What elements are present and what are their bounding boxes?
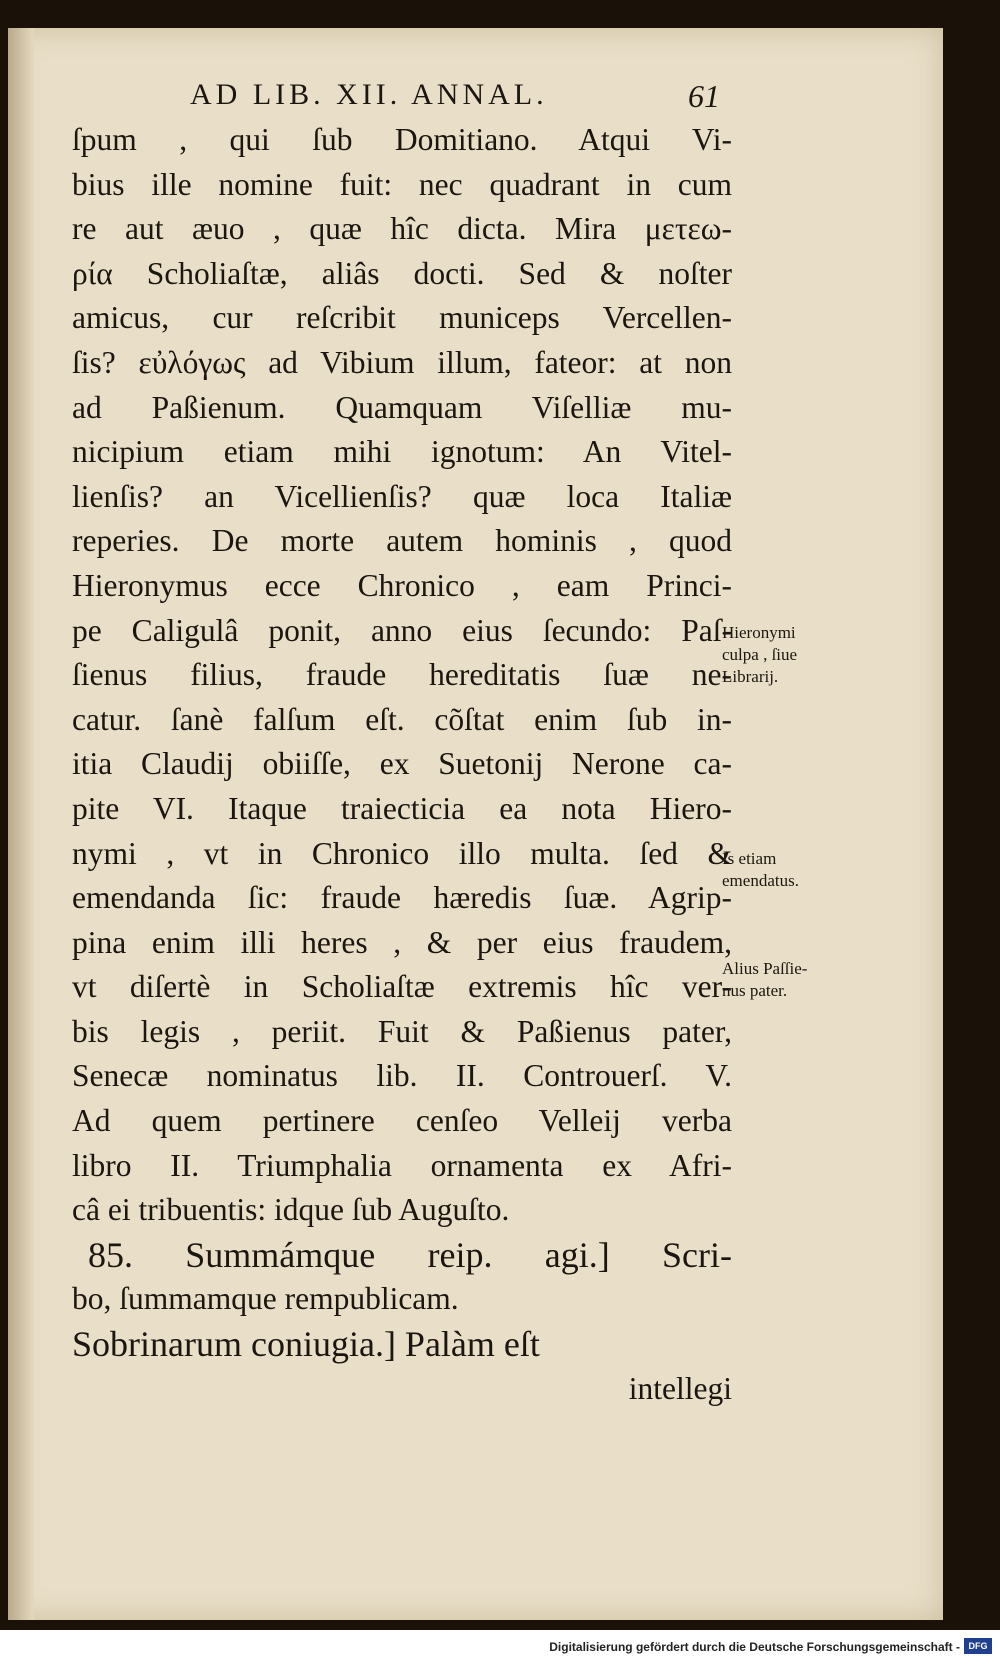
catchword: intellegi (628, 1370, 732, 1406)
text-line: re aut æuo , quæ hîc dicta. Mira μετεω- (72, 211, 732, 247)
text-line: ad Paßienum. Quamquam Viſelliæ mu- (72, 389, 732, 425)
page-number: 61 (688, 78, 720, 114)
text-line: vt diſertè in Scholiaſtæ extremis hîc ver- (72, 969, 732, 1005)
lemma-line: Sobrinarum coniugia.] Palàm eſt (72, 1324, 540, 1365)
body-text (72, 118, 732, 1411)
text-line: pe Caligulâ ponit, anno eius ſecundo: Paſ- (72, 612, 732, 648)
margin-note-hieronymi: Hieronymi culpa , ſiue Librarij. (722, 623, 798, 686)
lemma-line: 85. Summámque reip. agi.] Scri- (88, 1234, 732, 1275)
text-line: itia Claudij obiiſſe, ex Suetonij Nerone ca- (72, 746, 732, 782)
text-line: bis legis , periit. Fuit & Paßienus pater, (72, 1013, 732, 1049)
margin-note-pater: Alius Paſſie- nus pater. (722, 959, 808, 1000)
text-line: catur. ſanè falſum eſt. cõſtat enim ſub in- (72, 701, 732, 737)
running-head-title: AD LIB. XII. ANNAL. (190, 78, 548, 111)
text-line: ρία Scholiaſtæ, aliâs docti. Sed & noſter (72, 255, 732, 291)
text-line: câ ei tribuentis: idque ſub Auguſto. (72, 1192, 510, 1228)
text-line: Hieronymus ecce Chronico , eam Princi- (72, 567, 732, 603)
text-line: amicus, cur reſcribit municeps Vercellen- (72, 300, 732, 336)
text-line: pite VI. Itaque traiecticia ea nota Hiero- (72, 790, 732, 826)
text-line: ſienus filius, fraude hereditatis ſuæ ne- (72, 657, 732, 693)
text-line: Senecæ nominatus lib. II. Controuerſ. V. (72, 1058, 732, 1094)
text-line: nymi , vt in Chronico illo multa. ſed & (72, 835, 732, 871)
margin-note-emendatus: Is etiam emendatus. (722, 849, 799, 890)
text-line: libro II. Triumphalia ornamenta ex Afri- (72, 1147, 732, 1183)
text-line: bius ille nomine fuit: nec quadrant in cum (72, 166, 732, 202)
text-line: emendanda ſic: fraude hæredis ſuæ. Agrip- (72, 880, 732, 916)
text-line: nicipium etiam mihi ignotum: An Vitel- (72, 434, 732, 470)
page-gutter (8, 28, 34, 1620)
text-line: bo, ſummamque rempublicam. (72, 1281, 459, 1317)
text-line: lienſis? an Vicellienſis? quæ loca Italiæ (72, 478, 732, 514)
text-line: ſis? εὐλόγως ad Vibium illum, fateor: at non (72, 344, 732, 380)
text-line: ſpum , qui ſub Domitiano. Atqui Vi- (72, 122, 732, 157)
text-line: reperies. De morte autem hominis , quod (72, 523, 732, 559)
footer-strip (0, 1630, 1000, 1665)
text-line: Ad quem pertinere cenſeo Velleij verba (72, 1103, 732, 1139)
dfg-logo-icon: DFG (964, 1638, 992, 1654)
text-line: pina enim illi heres , & per eius fraudem, (72, 924, 732, 960)
funding-credit: Digitalisierung gefördert durch die Deutsche Forschungsgemeinschaft - (549, 1640, 960, 1654)
